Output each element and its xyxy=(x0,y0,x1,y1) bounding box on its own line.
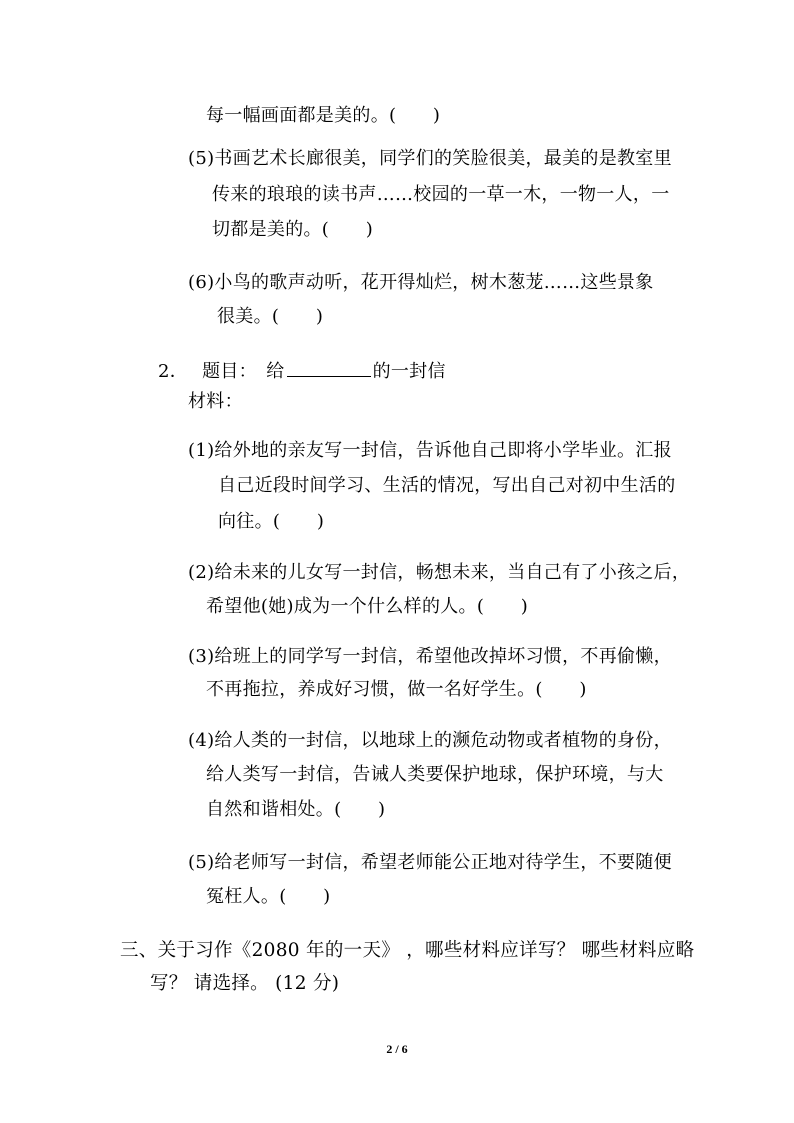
item-5-line-2: 传来的琅琅的读书声……校园的一草一木，一物一人，一 xyxy=(212,184,670,205)
title-blank xyxy=(287,358,371,377)
material-1-line-1: (1)给外地的亲友写一封信，告诉他自己即将小学毕业。汇报 xyxy=(188,440,672,461)
material-3-line-1: (3)给班上的同学写一封信，希望他改掉坏习惯，不再偷懒， xyxy=(188,646,672,667)
title-suffix: 的一封信 xyxy=(372,361,446,382)
section-3-line-2: 写？ 请选择。 (12 分) xyxy=(150,973,340,994)
item-4-continuation: 每一幅画面都是美的。( ) xyxy=(206,105,441,126)
page-number: 2 / 6 xyxy=(386,1042,408,1056)
material-4-line-1: (4)给人类的一封信，以地球上的濒危动物或者植物的身份， xyxy=(188,730,672,751)
material-1-line-2: 自己近段时间学习、生活的情况，写出自己对初中生活的 xyxy=(218,475,676,496)
item-6-line-1: (6)小鸟的歌声动听，花开得灿烂，树木葱茏……这些景象 xyxy=(188,272,654,293)
material-1-line-3: 向往。( ) xyxy=(218,511,325,532)
question-2-title xyxy=(158,358,446,383)
title-prefix: 题目： 给 xyxy=(202,361,285,382)
material-5-line-2: 冤枉人。( ) xyxy=(206,886,331,907)
material-label: 材料： xyxy=(188,391,243,412)
material-3-line-2: 不再拖拉，养成好习惯，做一名好学生。( ) xyxy=(206,679,587,700)
material-2-line-1: (2)给未来的儿女写一封信，畅想未来，当自己有了小孩之后， xyxy=(188,562,691,583)
question-number: 2． xyxy=(158,361,189,382)
item-6-line-2: 很美。( ) xyxy=(217,306,324,327)
item-5-line-1: (5)书画艺术长廊很美，同学们的笑脸很美，最美的是教室里 xyxy=(188,148,672,169)
material-4-line-2: 给人类写一封信，告诫人类要保护地球，保护环境，与大 xyxy=(206,764,664,785)
material-2-line-2: 希望他(她)成为一个什么样的人。( ) xyxy=(206,596,529,617)
material-4-line-3: 自然和谐相处。( ) xyxy=(206,799,386,820)
item-5-line-3: 切都是美的。( ) xyxy=(212,219,374,240)
section-3-line-1: 三、关于习作《2080 年的一天》 ，哪些材料应详写？ 哪些材料应略 xyxy=(120,940,695,961)
material-5-line-1: (5)给老师写一封信，希望老师能公正地对待学生，不要随便 xyxy=(188,852,672,873)
